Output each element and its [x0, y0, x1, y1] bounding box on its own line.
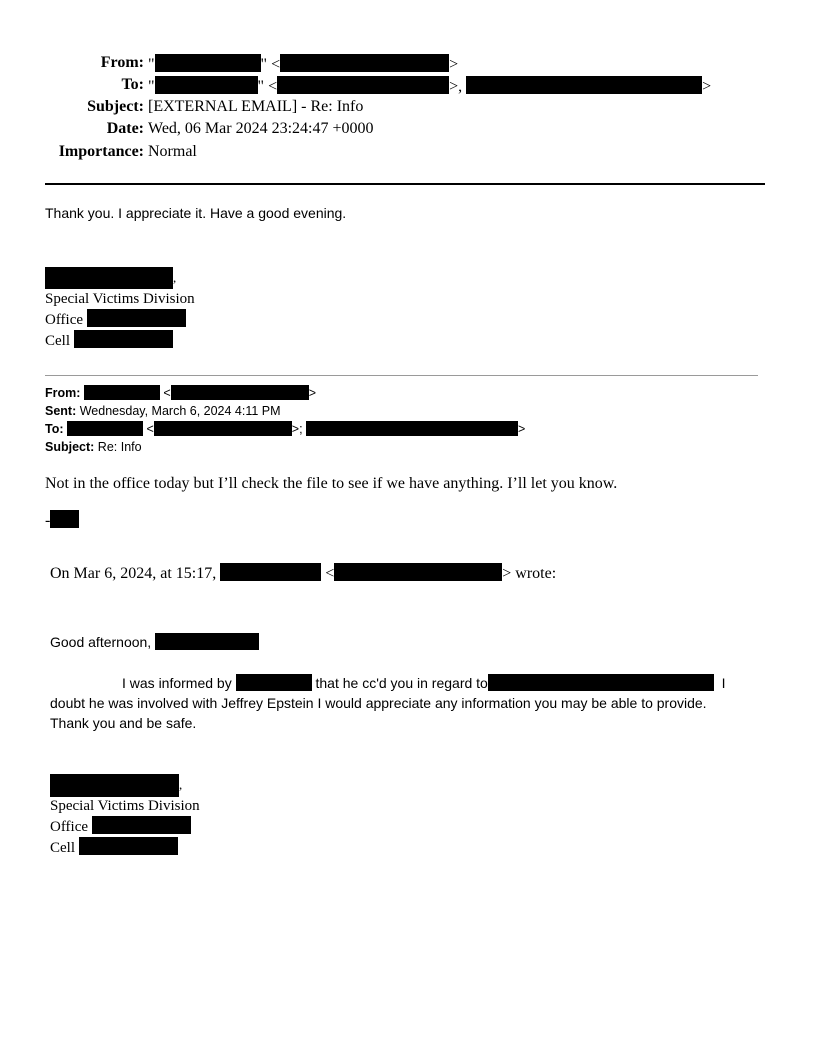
- quoted-para-part1: I was informed by: [122, 675, 232, 691]
- redacted-sender-name: [45, 267, 173, 289]
- quoted-intro: On Mar 6, 2024, at 15:17, < > wrote:: [50, 565, 557, 582]
- reply-signature: , Special Victims Division Office Cell: [45, 267, 195, 351]
- redacted-fwd-to-email-2: [306, 421, 518, 436]
- fwd-to-label: To:: [45, 422, 64, 436]
- redacted-quoted-office-number: [92, 816, 191, 834]
- quoted-intro-prefix: On Mar 6, 2024, at 15:17,: [50, 565, 217, 582]
- redacted-quoted-email: [334, 563, 502, 581]
- redacted-quoted-sig-name: [50, 774, 179, 797]
- redacted-informer-name: [236, 674, 312, 691]
- redacted-from-name: [155, 54, 261, 72]
- quoted-paragraph: [50, 673, 726, 733]
- subject-value: [EXTERNAL EMAIL] - Re: Info: [148, 98, 364, 115]
- reply-signature-division: Special Victims Division: [45, 291, 195, 307]
- redacted-to-email: [277, 76, 449, 94]
- redacted-fwd-from-name: [84, 385, 160, 400]
- fwd-sent-value: Wednesday, March 6, 2024 4:11 PM: [79, 404, 281, 418]
- to-value: " " < >, >: [148, 78, 712, 95]
- redacted-fwd-to-name: [67, 421, 143, 436]
- quoted-signature-office-label: Office: [50, 819, 89, 835]
- redacted-signoff-initials: [50, 510, 79, 528]
- to-label: To:: [121, 76, 144, 93]
- quoted-greeting-text: Good afternoon,: [50, 634, 152, 650]
- quoted-signature-cell-label: Cell: [50, 840, 75, 856]
- importance-value: Normal: [148, 143, 197, 160]
- forwarded-header: From: < > Sent: Wednesday, March 6, 2024 4:11 PM To: < >; > Subject: Re: Info: [45, 386, 526, 454]
- quoted-signature: , Special Victims Division Office Cell: [50, 774, 200, 858]
- fwd-subject-label: Subject:: [45, 440, 95, 454]
- redacted-cell-number: [74, 330, 173, 348]
- from-label: From:: [100, 54, 144, 71]
- quoted-para-part3: I: [721, 675, 726, 691]
- redacted-from-email: [280, 54, 449, 72]
- redacted-to-email-2: [466, 76, 702, 94]
- reply-signature-office-label: Office: [45, 312, 84, 328]
- signoff-dash: -: [45, 512, 51, 529]
- from-value: " " < >: [148, 56, 459, 73]
- quoted-para-line3: Thank you and be safe.: [50, 715, 197, 731]
- date-label: Date:: [106, 120, 144, 137]
- forward-divider: [45, 375, 758, 376]
- quoted-greeting: [50, 633, 259, 650]
- redacted-to-name: [155, 76, 258, 94]
- header-divider: [45, 183, 765, 185]
- subject-label: Subject:: [87, 98, 144, 115]
- importance-label: Importance:: [58, 143, 144, 160]
- redacted-office-number: [87, 309, 186, 327]
- reply-signature-cell-label: Cell: [45, 333, 70, 349]
- redacted-fwd-from-email: [171, 385, 309, 400]
- reply-body: Thank you. I appreciate it. Have a good evening.: [45, 205, 347, 221]
- redacted-fwd-to-email: [154, 421, 292, 436]
- forwarded-body: Not in the office today but I’ll check the file to see if we have anything. I’ll let you know.: [45, 475, 618, 492]
- date-value: Wed, 06 Mar 2024 23:24:47 +0000: [148, 120, 374, 137]
- quoted-para-part2: that he cc'd you in regard to: [315, 675, 488, 691]
- quoted-para-line2: doubt he was involved with Jeffrey Epstein I would appreciate any information you may be able to provide.: [50, 695, 707, 711]
- fwd-sent-label: Sent:: [45, 404, 77, 418]
- redacted-quoted-sender: [220, 563, 321, 581]
- quoted-intro-suffix: > wrote:: [502, 565, 557, 582]
- fwd-subject-value: Re: Info: [97, 440, 142, 454]
- fwd-from-label: From:: [45, 386, 81, 400]
- quoted-signature-division: Special Victims Division: [50, 798, 200, 814]
- forwarded-signoff: [45, 510, 79, 530]
- redacted-greeting-name: [155, 633, 259, 650]
- redacted-quoted-cell-number: [79, 837, 178, 855]
- redacted-subject-matter: [488, 674, 714, 691]
